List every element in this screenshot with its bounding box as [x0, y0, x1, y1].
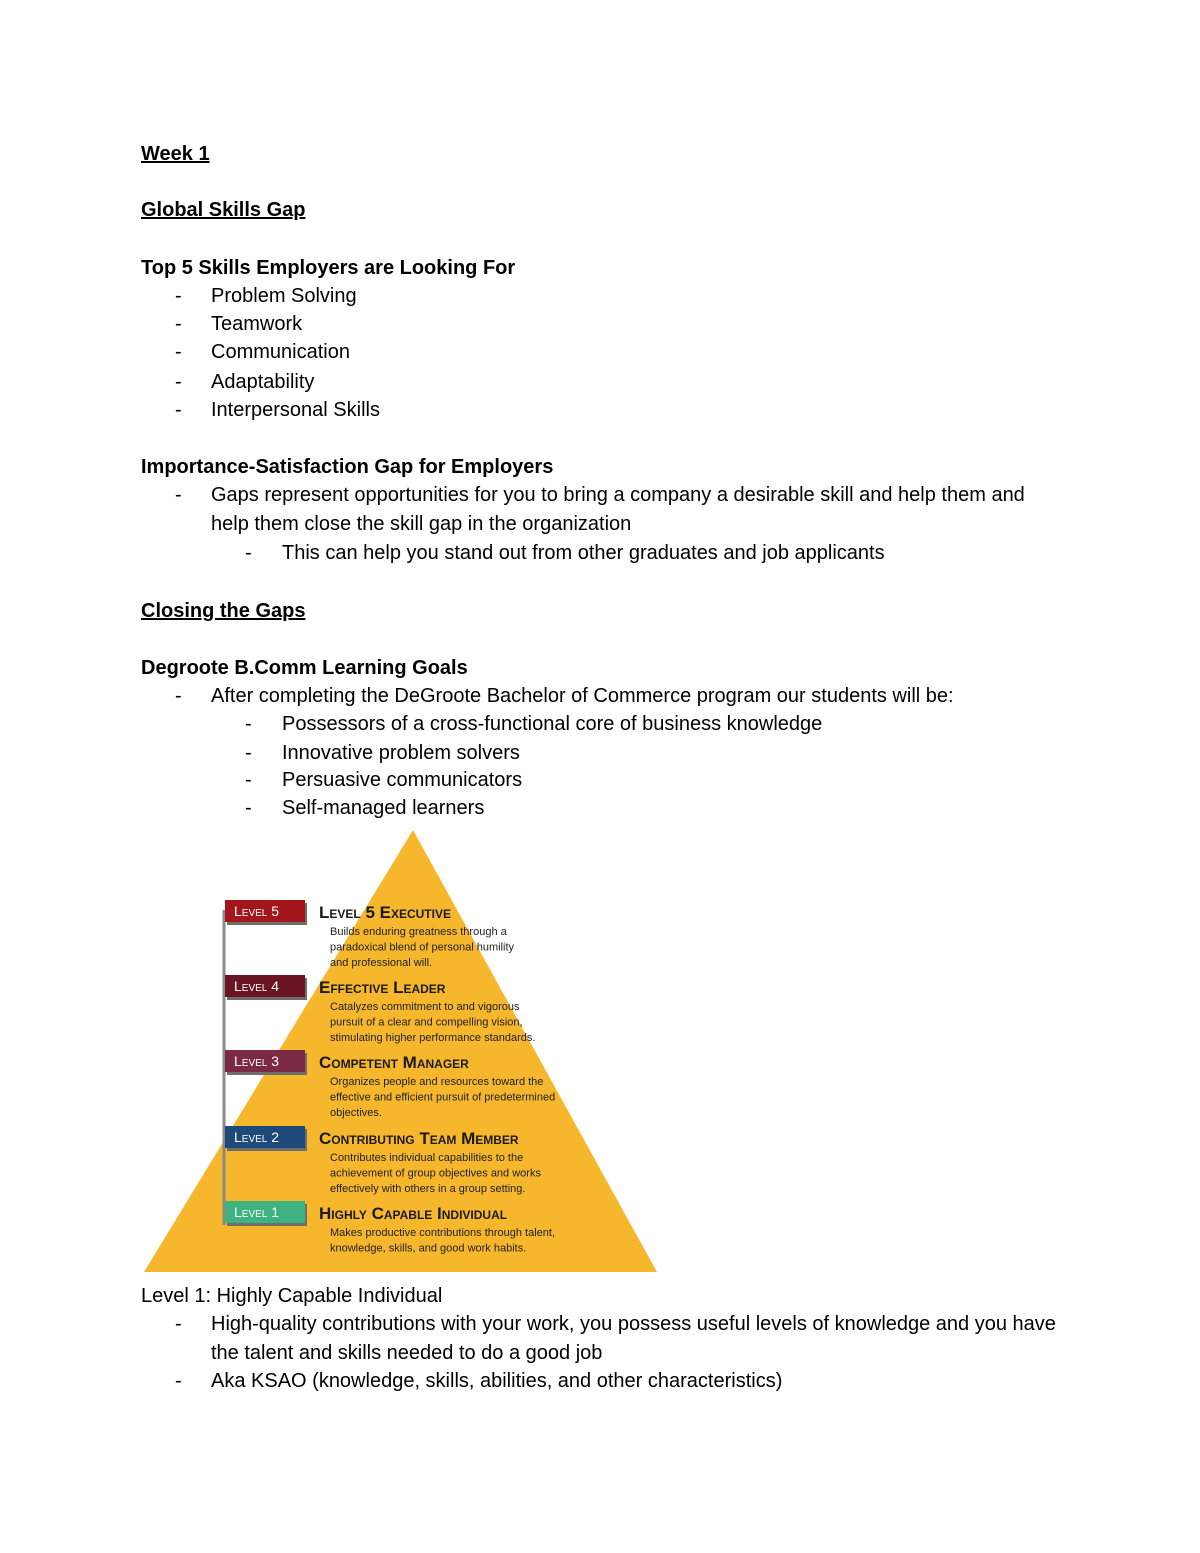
bullet-dash: - — [245, 713, 252, 735]
importance-item: Gaps represent opportunities for you to bring a company a desirable skill and help them and help them close the skill gap in the organization — [211, 484, 1025, 535]
level-description-line: effectively with others in a group setting. — [330, 1183, 526, 1195]
importance-subitem: This can help you stand out from other graduates and job applicants — [282, 542, 885, 564]
bullet-dash: - — [175, 484, 182, 506]
bullet-dash: - — [245, 769, 252, 791]
pyramid-svg — [141, 828, 661, 1274]
level-description-line: achievement of group objectives and works — [330, 1167, 541, 1180]
level-title: Competent Manager — [319, 1053, 469, 1072]
bullet-dash: - — [175, 399, 182, 421]
list-item: Teamwork — [211, 313, 303, 335]
bullet-dash: - — [175, 685, 182, 707]
leadership-pyramid-diagram — [141, 828, 661, 1274]
level-description-line: knowledge, skills, and good work habits. — [330, 1242, 527, 1255]
level-badge-label: Level 1 — [234, 1204, 280, 1220]
level-title: Contributing Team Member — [319, 1129, 519, 1148]
bullet-dash: - — [175, 1370, 182, 1392]
level-description-line: objectives. — [330, 1107, 382, 1119]
degroote-heading: Degroote B.Comm Learning Goals — [141, 657, 468, 679]
bullet-dash: - — [245, 542, 252, 564]
top5-heading: Top 5 Skills Employers are Looking For — [141, 257, 516, 279]
week-heading: Week 1 — [141, 143, 210, 165]
level-description-line: Builds enduring greatness through a — [330, 926, 507, 938]
list-item: Interpersonal Skills — [211, 399, 380, 421]
level-description-line: Makes productive contributions through talent, — [330, 1227, 556, 1239]
bullet-dash: - — [175, 341, 182, 363]
level1-heading: Level 1: Highly Capable Individual — [141, 1285, 443, 1307]
bullet-dash: - — [175, 1313, 182, 1335]
level-description-line: stimulating higher performance standards. — [330, 1032, 536, 1044]
level-description-line: Catalyzes commitment to and vigorous — [330, 1001, 520, 1013]
global-skills-gap-heading: Global Skills Gap — [141, 199, 306, 221]
bullet-dash: - — [175, 285, 182, 307]
level-description-line: Organizes people and resources toward the — [330, 1076, 544, 1088]
closing-heading: Closing the Gaps — [141, 600, 306, 622]
degroote-item: After completing the DeGroote Bachelor of Commerce program our students will be: — [211, 685, 954, 707]
level-description-line: pursuit of a clear and compelling vision, — [330, 1016, 523, 1029]
level-description-line: effective and efficient pursuit of predetermined — [330, 1091, 556, 1104]
bullet-dash: - — [245, 742, 252, 764]
level-badge-label: Level 2 — [234, 1129, 280, 1145]
level-title: Effective Leader — [319, 978, 446, 997]
level-description-line: paradoxical blend of personal humility — [330, 941, 515, 954]
level-description-line: Contributes individual capabilities to the — [330, 1152, 524, 1164]
level1-item: Aka KSAO (knowledge, skills, abilities, and other characteristics) — [211, 1370, 783, 1392]
level-badge-label: Level 3 — [234, 1053, 280, 1069]
list-item: Self-managed learners — [282, 797, 485, 819]
level-title: Level 5 Executive — [319, 903, 451, 922]
list-item: Possessors of a cross-functional core of business knowledge — [282, 713, 823, 735]
level-badge-label: Level 4 — [234, 978, 280, 994]
list-item: Communication — [211, 341, 350, 363]
list-item: Innovative problem solvers — [282, 742, 520, 764]
level1-item: High-quality contributions with your work, you possess useful levels of knowledge and you have the talent and skills needed to do a good job — [211, 1313, 1056, 1364]
level-badge-label: Level 5 — [234, 903, 280, 919]
bullet-dash: - — [175, 313, 182, 335]
bullet-dash: - — [245, 797, 252, 819]
list-item: Adaptability — [211, 371, 315, 393]
level-title: Highly Capable Individual — [319, 1204, 508, 1223]
list-item: Problem Solving — [211, 285, 357, 307]
list-item: Persuasive communicators — [282, 769, 523, 791]
bullet-dash: - — [175, 371, 182, 393]
importance-heading: Importance-Satisfaction Gap for Employers — [141, 456, 554, 478]
level-description-line: and professional will. — [330, 957, 433, 969]
